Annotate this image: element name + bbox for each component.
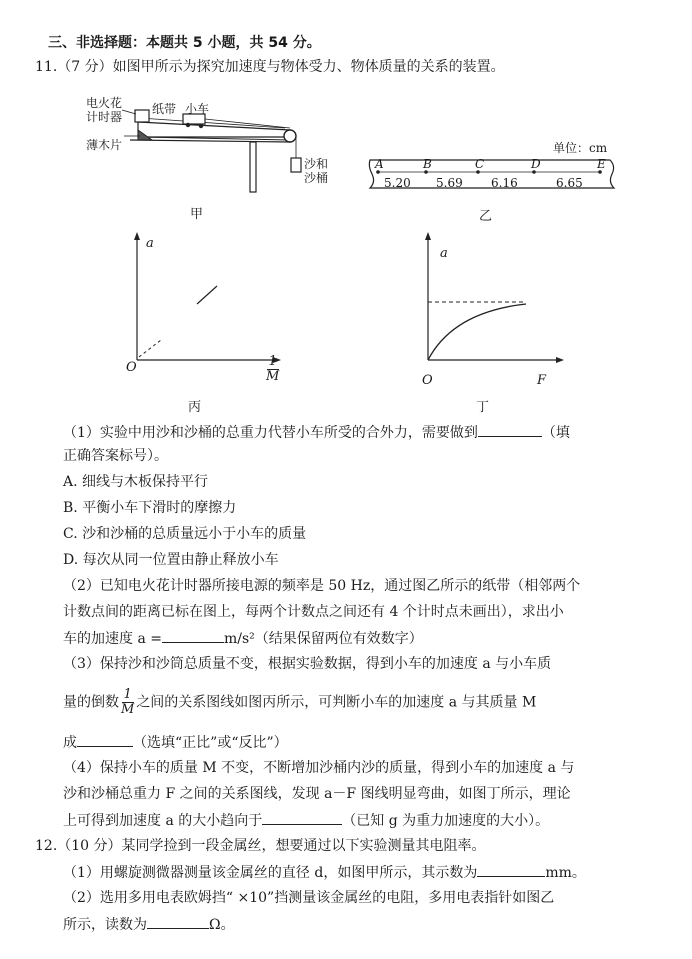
part3-line1: （3）保持沙和沙筒总质量不变，根据实验数据，得到小车的加速度 a 与小车质 [63, 656, 552, 672]
part4-line2: 沙和沙桶总重力 F 之间的关系图线，发现 a－F 图线明显弯曲，如图丁所示，理论 [63, 786, 571, 802]
answer-blank-5[interactable] [477, 862, 545, 877]
graph-bing-x-label: $\frac{1}{M}$ [266, 354, 280, 384]
answer-blank-4[interactable] [262, 810, 342, 825]
answer-blank-1[interactable] [478, 422, 542, 437]
tape-point-d: D [531, 157, 541, 171]
part2-line2: 计数点间的距离已标在图上，每两个计数点之间还有 4 个计时点未画出），求出小 [63, 604, 564, 620]
question-12-header: 12.（10 分）某同学捡到一段金属丝，想要通过以下实验测量其电阻率。 [35, 838, 486, 854]
part2-line3: 车的加速度 a = m/s²（结果保留两位有效数字） [63, 628, 423, 649]
caption-bing: 丙 [188, 400, 202, 415]
label-board: 薄木片 [86, 138, 123, 152]
graph-bing-origin: O [126, 360, 137, 375]
q12-part2-line1: （2）选用多用电表欧姆挡“ ×10”挡测量该金属丝的电阻，多用电表指针如图乙 [63, 890, 555, 906]
apparatus-diagram [80, 92, 380, 212]
part1-line2: 正确答案标号）。 [63, 448, 168, 464]
tape-distance-ab: 5.20 [384, 176, 411, 190]
label-cart: 小车 [185, 102, 210, 116]
tape-distance-de: 6.65 [556, 176, 583, 190]
answer-blank-3[interactable] [77, 732, 133, 747]
graph-ding-origin: O [422, 373, 433, 388]
option-b: B. 平衡小车下滑时的摩擦力 [63, 500, 237, 516]
tape-point-b: B [423, 157, 432, 171]
question-11-header: 11.（7 分）如图甲所示为探究加速度与物体受力、物体质量的关系的装置。 [35, 59, 505, 75]
tape-distance-cd: 6.16 [491, 176, 518, 190]
q12-part1: （1）用螺旋测微器测量该金属丝的直径 d，如图甲所示，其示数为 mm。 [63, 862, 586, 883]
part3-fraction: $\frac{1}{M}$ [121, 687, 135, 717]
part4-line1: （4）保持小车的质量 M 不变，不断增加沙桶内沙的质量，得到小车的加速度 a 与 [63, 760, 575, 776]
section-heading: 三、非选择题：本题共 5 小题，共 54 分。 [48, 35, 321, 51]
tape-point-c: C [475, 157, 485, 171]
caption-jia: 甲 [190, 207, 204, 222]
label-tape: 纸带 [152, 102, 177, 116]
caption-ding: 丁 [476, 400, 490, 415]
answer-blank-2[interactable] [162, 628, 224, 643]
option-c: C. 沙和沙桶的总质量远小于小车的质量 [63, 526, 307, 542]
option-a: A. 细线与木板保持平行 [63, 474, 209, 490]
part3-line2: 量的倒数 $\frac{1}{M}$ 之间的关系图线如图丙所示，可判断小车的加速度 a 与其质量 M [63, 687, 537, 717]
tape-unit: 单位：cm [553, 141, 608, 155]
graph-ding-y-label: a [440, 246, 448, 261]
graph-bing-plot [125, 232, 285, 382]
tape-point-e: E [597, 157, 606, 171]
graph-bing-y-label: a [146, 236, 154, 251]
label-bucket: 沙和 沙桶 [304, 157, 329, 185]
part3-line3: 成 （选填“正比”或“反比”） [63, 732, 288, 753]
answer-blank-6[interactable] [147, 914, 209, 929]
tape-point-a: A [375, 157, 384, 171]
q12-part2-line2: 所示，读数为 Ω。 [63, 914, 235, 935]
part1-line1: （1）实验中用沙和沙桶的总重力代替小车所受的合外力，需要做到 （填 [63, 422, 570, 443]
option-d: D. 每次从同一位置由静止释放小车 [63, 552, 279, 568]
label-timer: 电火花 计时器 [86, 96, 123, 124]
tape-distance-bc: 5.69 [436, 176, 463, 190]
graph-ding-x-label: F [537, 373, 547, 388]
caption-yi: 乙 [479, 209, 493, 224]
part2-line1: （2）已知电火花计时器所接电源的频率是 50 Hz，通过图乙所示的纸带（相邻两个 [63, 578, 581, 594]
part4-line3: 上可得到加速度 a 的大小趋向于 （已知 g 为重力加速度的大小）。 [63, 810, 549, 831]
